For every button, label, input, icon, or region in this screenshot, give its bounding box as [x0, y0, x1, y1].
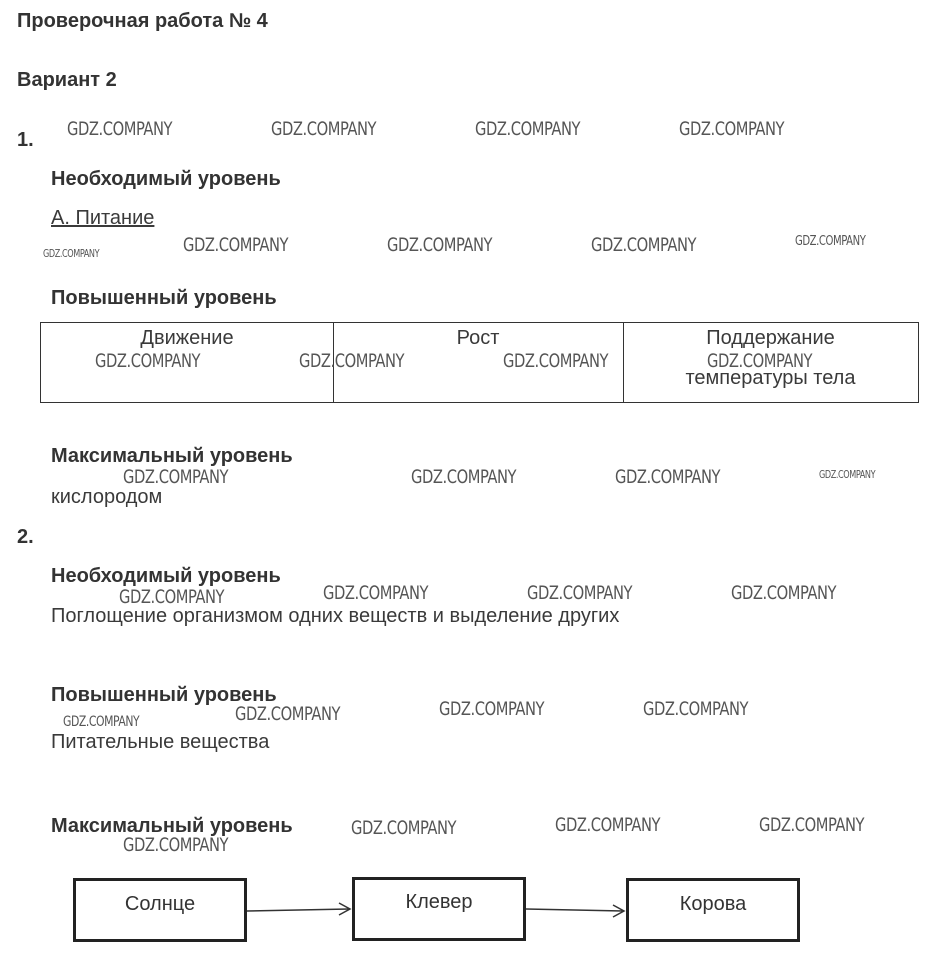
- task-2-advanced-answer: Питательные вещества: [51, 731, 270, 753]
- watermark: GDZ.COMPANY: [731, 582, 837, 604]
- page-title: Проверочная работа № 4: [17, 10, 268, 32]
- table-cell-text-2: температуры тела: [685, 367, 856, 389]
- watermark: GDZ.COMPANY: [123, 834, 229, 856]
- watermark: GDZ.COMPANY: [411, 466, 517, 488]
- watermark: GDZ.COMPANY: [351, 817, 457, 839]
- watermark: GDZ.COMPANY: [527, 582, 633, 604]
- task-1-advanced-heading: Повышенный уровень: [51, 287, 277, 309]
- watermark: GDZ.COMPANY: [679, 118, 785, 140]
- watermark: GDZ.COMPANY: [503, 350, 609, 372]
- chain-label: Клевер: [405, 891, 473, 913]
- watermark: GDZ.COMPANY: [323, 582, 429, 604]
- watermark: GDZ.COMPANY: [123, 466, 229, 488]
- task-2-advanced-heading: Повышенный уровень: [51, 684, 277, 706]
- watermark: GDZ.COMPANY: [795, 234, 866, 249]
- table-cell-text: Рост: [456, 327, 500, 349]
- watermark: GDZ.COMPANY: [235, 703, 341, 725]
- watermark: GDZ.COMPANY: [819, 468, 876, 481]
- chain-label: Солнце: [124, 893, 196, 915]
- watermark: GDZ.COMPANY: [387, 234, 493, 256]
- watermark: GDZ.COMPANY: [615, 466, 721, 488]
- table-cell-text: Поддержание: [706, 327, 835, 349]
- chain-label: Корова: [679, 893, 747, 915]
- task-1-max-answer: кислородом: [51, 486, 163, 508]
- watermark: GDZ.COMPANY: [475, 118, 581, 140]
- watermark: GDZ.COMPANY: [183, 234, 289, 256]
- watermark: GDZ.COMPANY: [759, 814, 865, 836]
- watermark: GDZ.COMPANY: [439, 698, 545, 720]
- watermark: GDZ.COMPANY: [643, 698, 749, 720]
- task-2-max-heading: Максимальный уровень: [51, 815, 293, 837]
- task-1-required-answer: А. Питание: [51, 207, 155, 229]
- watermark: GDZ.COMPANY: [43, 247, 100, 260]
- watermark: GDZ.COMPANY: [707, 350, 813, 372]
- watermark: GDZ.COMPANY: [591, 234, 697, 256]
- task-2-required-heading: Необходимый уровень: [51, 565, 281, 587]
- task-1-max-heading: Максимальный уровень: [51, 445, 293, 467]
- variant-heading: Вариант 2: [17, 69, 117, 91]
- table-cell-text: Движение: [140, 327, 234, 349]
- task-1-required-heading: Необходимый уровень: [51, 168, 281, 190]
- watermark: GDZ.COMPANY: [63, 714, 140, 730]
- task-1-number: 1.: [17, 129, 34, 151]
- watermark: GDZ.COMPANY: [271, 118, 377, 140]
- watermark: GDZ.COMPANY: [95, 350, 201, 372]
- chain-arrow-1: [247, 903, 350, 915]
- watermark: GDZ.COMPANY: [299, 350, 405, 372]
- watermark: GDZ.COMPANY: [67, 118, 173, 140]
- watermark: GDZ.COMPANY: [119, 586, 225, 608]
- chain-arrow-2: [526, 905, 624, 917]
- task-2-number: 2.: [17, 526, 34, 548]
- watermark: GDZ.COMPANY: [555, 814, 661, 836]
- task-2-required-answer: Поглощение организмом одних веществ и выделение других: [51, 605, 620, 627]
